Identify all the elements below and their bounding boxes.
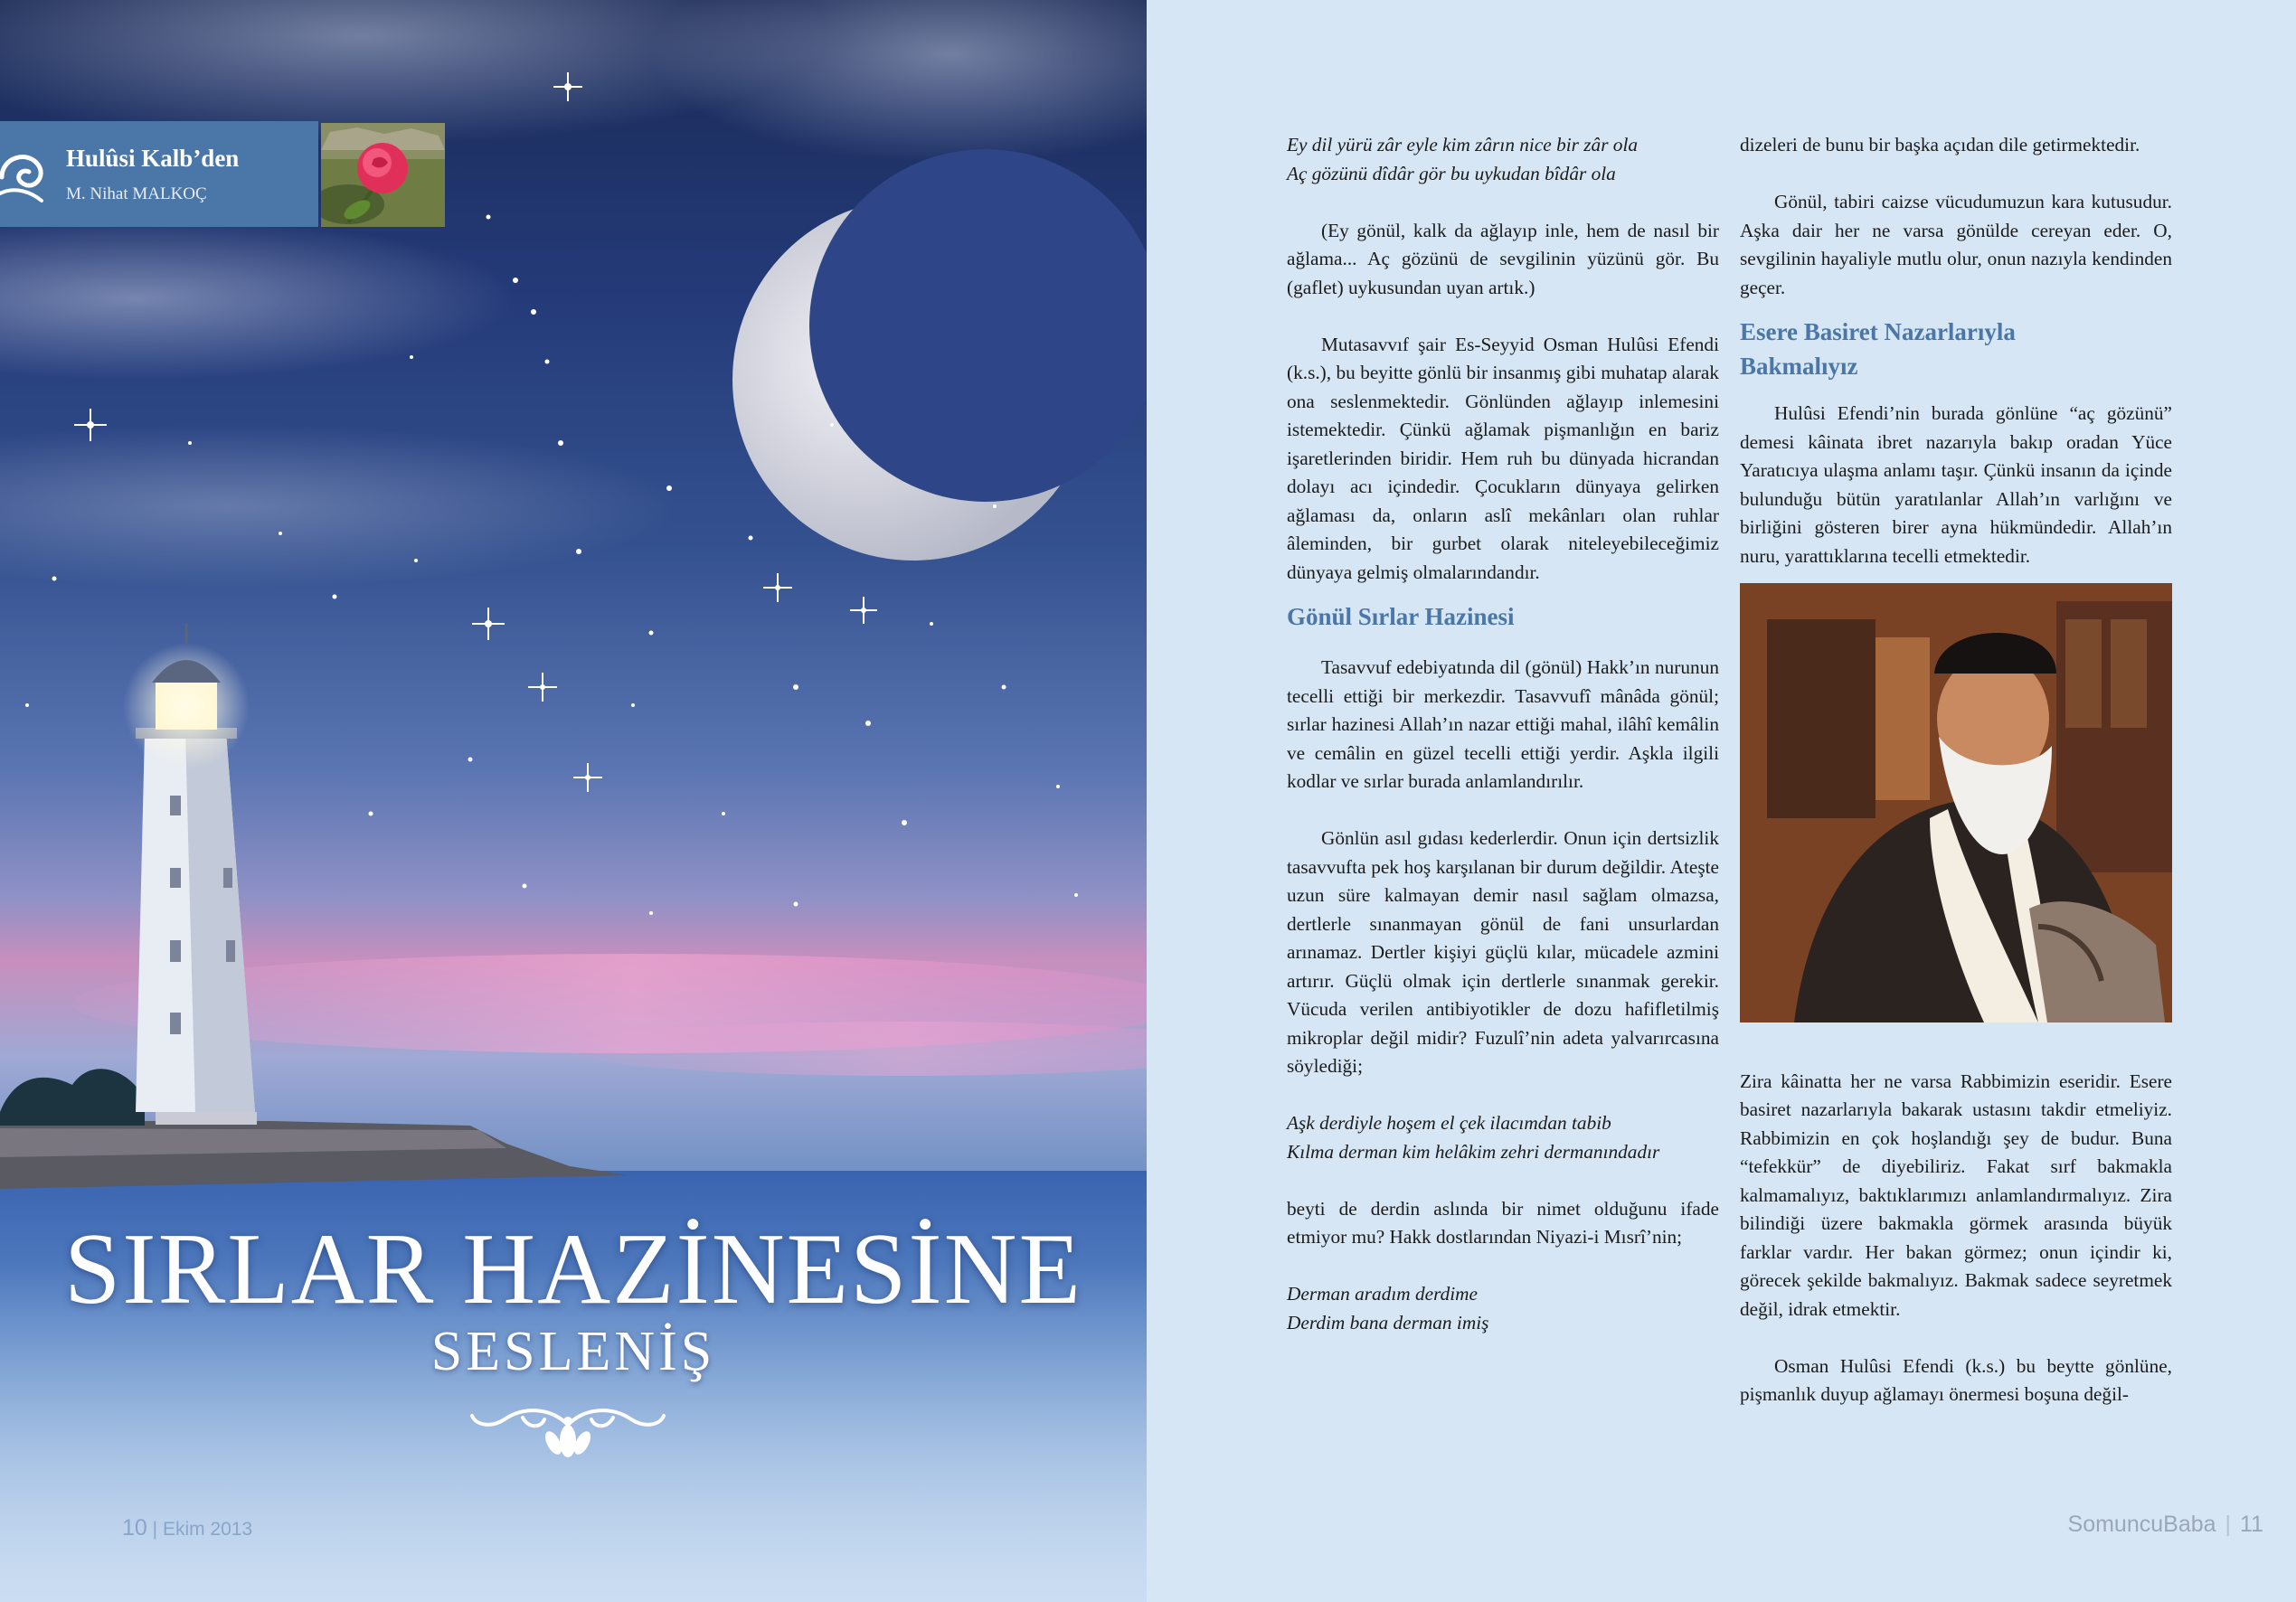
section-title: Hulûsi Kalb’den bbox=[66, 145, 240, 172]
verse-line: Ey dil yürü zâr eyle kim zârın nice bir zâr ola bbox=[1287, 134, 1639, 155]
paragraph: Mutasavvıf şair Es-Seyyid Osman Hulûsi Efendi (k.s.), bu beyitte gönlü bir insanmış gibi muhatap alarak ona seslenmektedir. Gönlünden ağlayıp inlemesini istemektedir. Çünkü ağlamak pişmanlığın en bariz işaretlerinden biridir. Hem ruh bu dünyada hicrandan dolayı acı içindedir. Çocukların dünyaya gelirken ağlaması da, onların aslî mekânları olan ruhlar âleminden, bir gurbet olarak niteleyebileceğimiz dünyaya gelmiş olmalarındandır. bbox=[1287, 333, 1719, 583]
page-number-left: 10 bbox=[122, 1515, 147, 1541]
headline-main: SIRLAR HAZİNESİNE bbox=[64, 1213, 1082, 1325]
page-folio-left: 10 | Ekim 2013 bbox=[122, 1515, 253, 1541]
paragraph: dizeleri de bunu bir başka açıdan dile getirmektedir. bbox=[1740, 134, 2140, 155]
page-folio-right: SomuncuBaba | 11 bbox=[2067, 1512, 2263, 1537]
subheading: Gönül Sırlar Hazinesi bbox=[1287, 603, 1515, 630]
headline-sub: SESLENİŞ bbox=[430, 1321, 716, 1382]
subheading-line: Esere Basiret Nazarlarıyla bbox=[1740, 318, 2016, 345]
author-name: M. Nihat MALKOÇ bbox=[66, 184, 207, 203]
verse-line: Derdim bana derman imiş bbox=[1287, 1311, 1489, 1333]
verse-line: Aç gözünü dîdâr gör bu uykudan bîdâr ola bbox=[1287, 162, 1616, 184]
left-page bbox=[0, 0, 1147, 1602]
text-column-1 bbox=[1287, 131, 1719, 1337]
paragraph: Gönlün asıl gıdası kederlerdir. Onun için dertsizlik tasavvufta pek hoş karşılanan bir durum değildir. Ateşte uzun süre kalmayan demir nasıl sağlam olmazsa, dertlerle sınanmayan gönül de fani unsurlardan arınamaz. Dertler kişiyi güçlü kılar, mücadele azmini artırır. Güçlü olmak için dertlerle sınanmak gerekir. Vücuda verilen antibiyotikler de dozu hafifletilmiş mikroplar değil midir? Fuzulî’nin adeta yalvarırcasına söylediği; bbox=[1287, 827, 1719, 1077]
paragraph: Gönül, tabiri caizse vücudumuzun kara kutusudur. Aşka dair her ne varsa gönülde cereyan eder. O, sevgilinin hayaliyle mutlu olur, onun nazıyla kendinden geçer. bbox=[1740, 191, 2172, 298]
paragraph: Zira kâinatta her ne varsa Rabbimizin eseridir. Esere basiret nazarlarıyla bakarak ustasını takdir etmeliyiz. Rabbimizin en çok hoşlandığı şey de budur. Buna “tefekkür” de diyebiliriz. Fakat sırf bakmakla kalmamalıyız, baktıklarımızı anlamlandırmalıyız. Zira bilindiği üzere bakmakla görmek arasında büyük farklar vardır. Her bakan görmez; onun içindir ki, görecek şekilde bakmalıyız. Bakmak sadece seyretmek değil, idrak etmektir. bbox=[1740, 1070, 2172, 1320]
paragraph: (Ey gönül, kalk da ağlayıp inle, hem de nasıl bir ağlama... Aç gözünü de sevgilinin yüzünü gör. Bu (gaflet) uykusundan uyan artık.) bbox=[1287, 219, 1719, 298]
page-number-right: 11 bbox=[2240, 1512, 2263, 1537]
section-tag bbox=[0, 121, 318, 227]
portrait-photo bbox=[1740, 583, 2172, 1022]
verse-line: Derman aradım derdime bbox=[1287, 1283, 1478, 1305]
paragraph: Tasavvuf edebiyatında dil (gönül) Hakk’ın nurunun tecelli ettiği bir merkezdir. Tasavvufî mânâda gönül; sırlar hazinesi Allah’ın nazar ettiği mahal, ilâhî kemâlin ve cemâlin en güzel tecelli ettiği yerdir. Aşkla ilgili kodlar ve sırlar burada anlamlandırılır. bbox=[1287, 656, 1719, 792]
right-page bbox=[1147, 0, 2296, 1602]
verse-line: Aşk derdiyle hoşem el çek ilacımdan tabib bbox=[1287, 1112, 1611, 1134]
issue-date: Ekim 2013 bbox=[162, 1519, 253, 1540]
paragraph: Osman Hulûsi Efendi (k.s.) bu beytte gönlüne, pişmanlık duyup ağlamayı önermesi boşuna değil- bbox=[1740, 1354, 2172, 1405]
swirl-ornament-icon bbox=[0, 141, 60, 204]
paragraph: Hulûsi Efendi’nin burada gönlüne “aç gözünü” demesi kâinata ibret nazarıyla bakıp oradan Yüce Yaratıcıya ulaşma anlamı taşır. Çünkü insanın da içinde bulunduğu bütün yaratılanlar Allah’ın varlığını ve birliğini gösteren birer ayna hükmündedir. Allah’ın nuru, yarattıklarına tecelli etmektedir. bbox=[1740, 402, 2172, 567]
text-column-2 bbox=[1740, 131, 2172, 1409]
crescent-moon bbox=[732, 149, 1147, 561]
flourish-ornament-icon bbox=[468, 1398, 667, 1463]
verse-line: Kılma derman kim helâkim zehri dermanındadır bbox=[1287, 1140, 1660, 1163]
lighthouse bbox=[123, 624, 257, 1125]
paragraph: beyti de derdin aslında bir nimet olduğunu ifade etmiyor mu? Hakk dostlarından Niyazi-i Mısrî’nin; bbox=[1287, 1197, 1719, 1248]
subheading bbox=[1740, 315, 2172, 383]
magazine-name: SomuncuBaba bbox=[2067, 1512, 2216, 1537]
rose-photo bbox=[321, 123, 445, 227]
subheading-line: Bakmalıyız bbox=[1740, 353, 1858, 380]
